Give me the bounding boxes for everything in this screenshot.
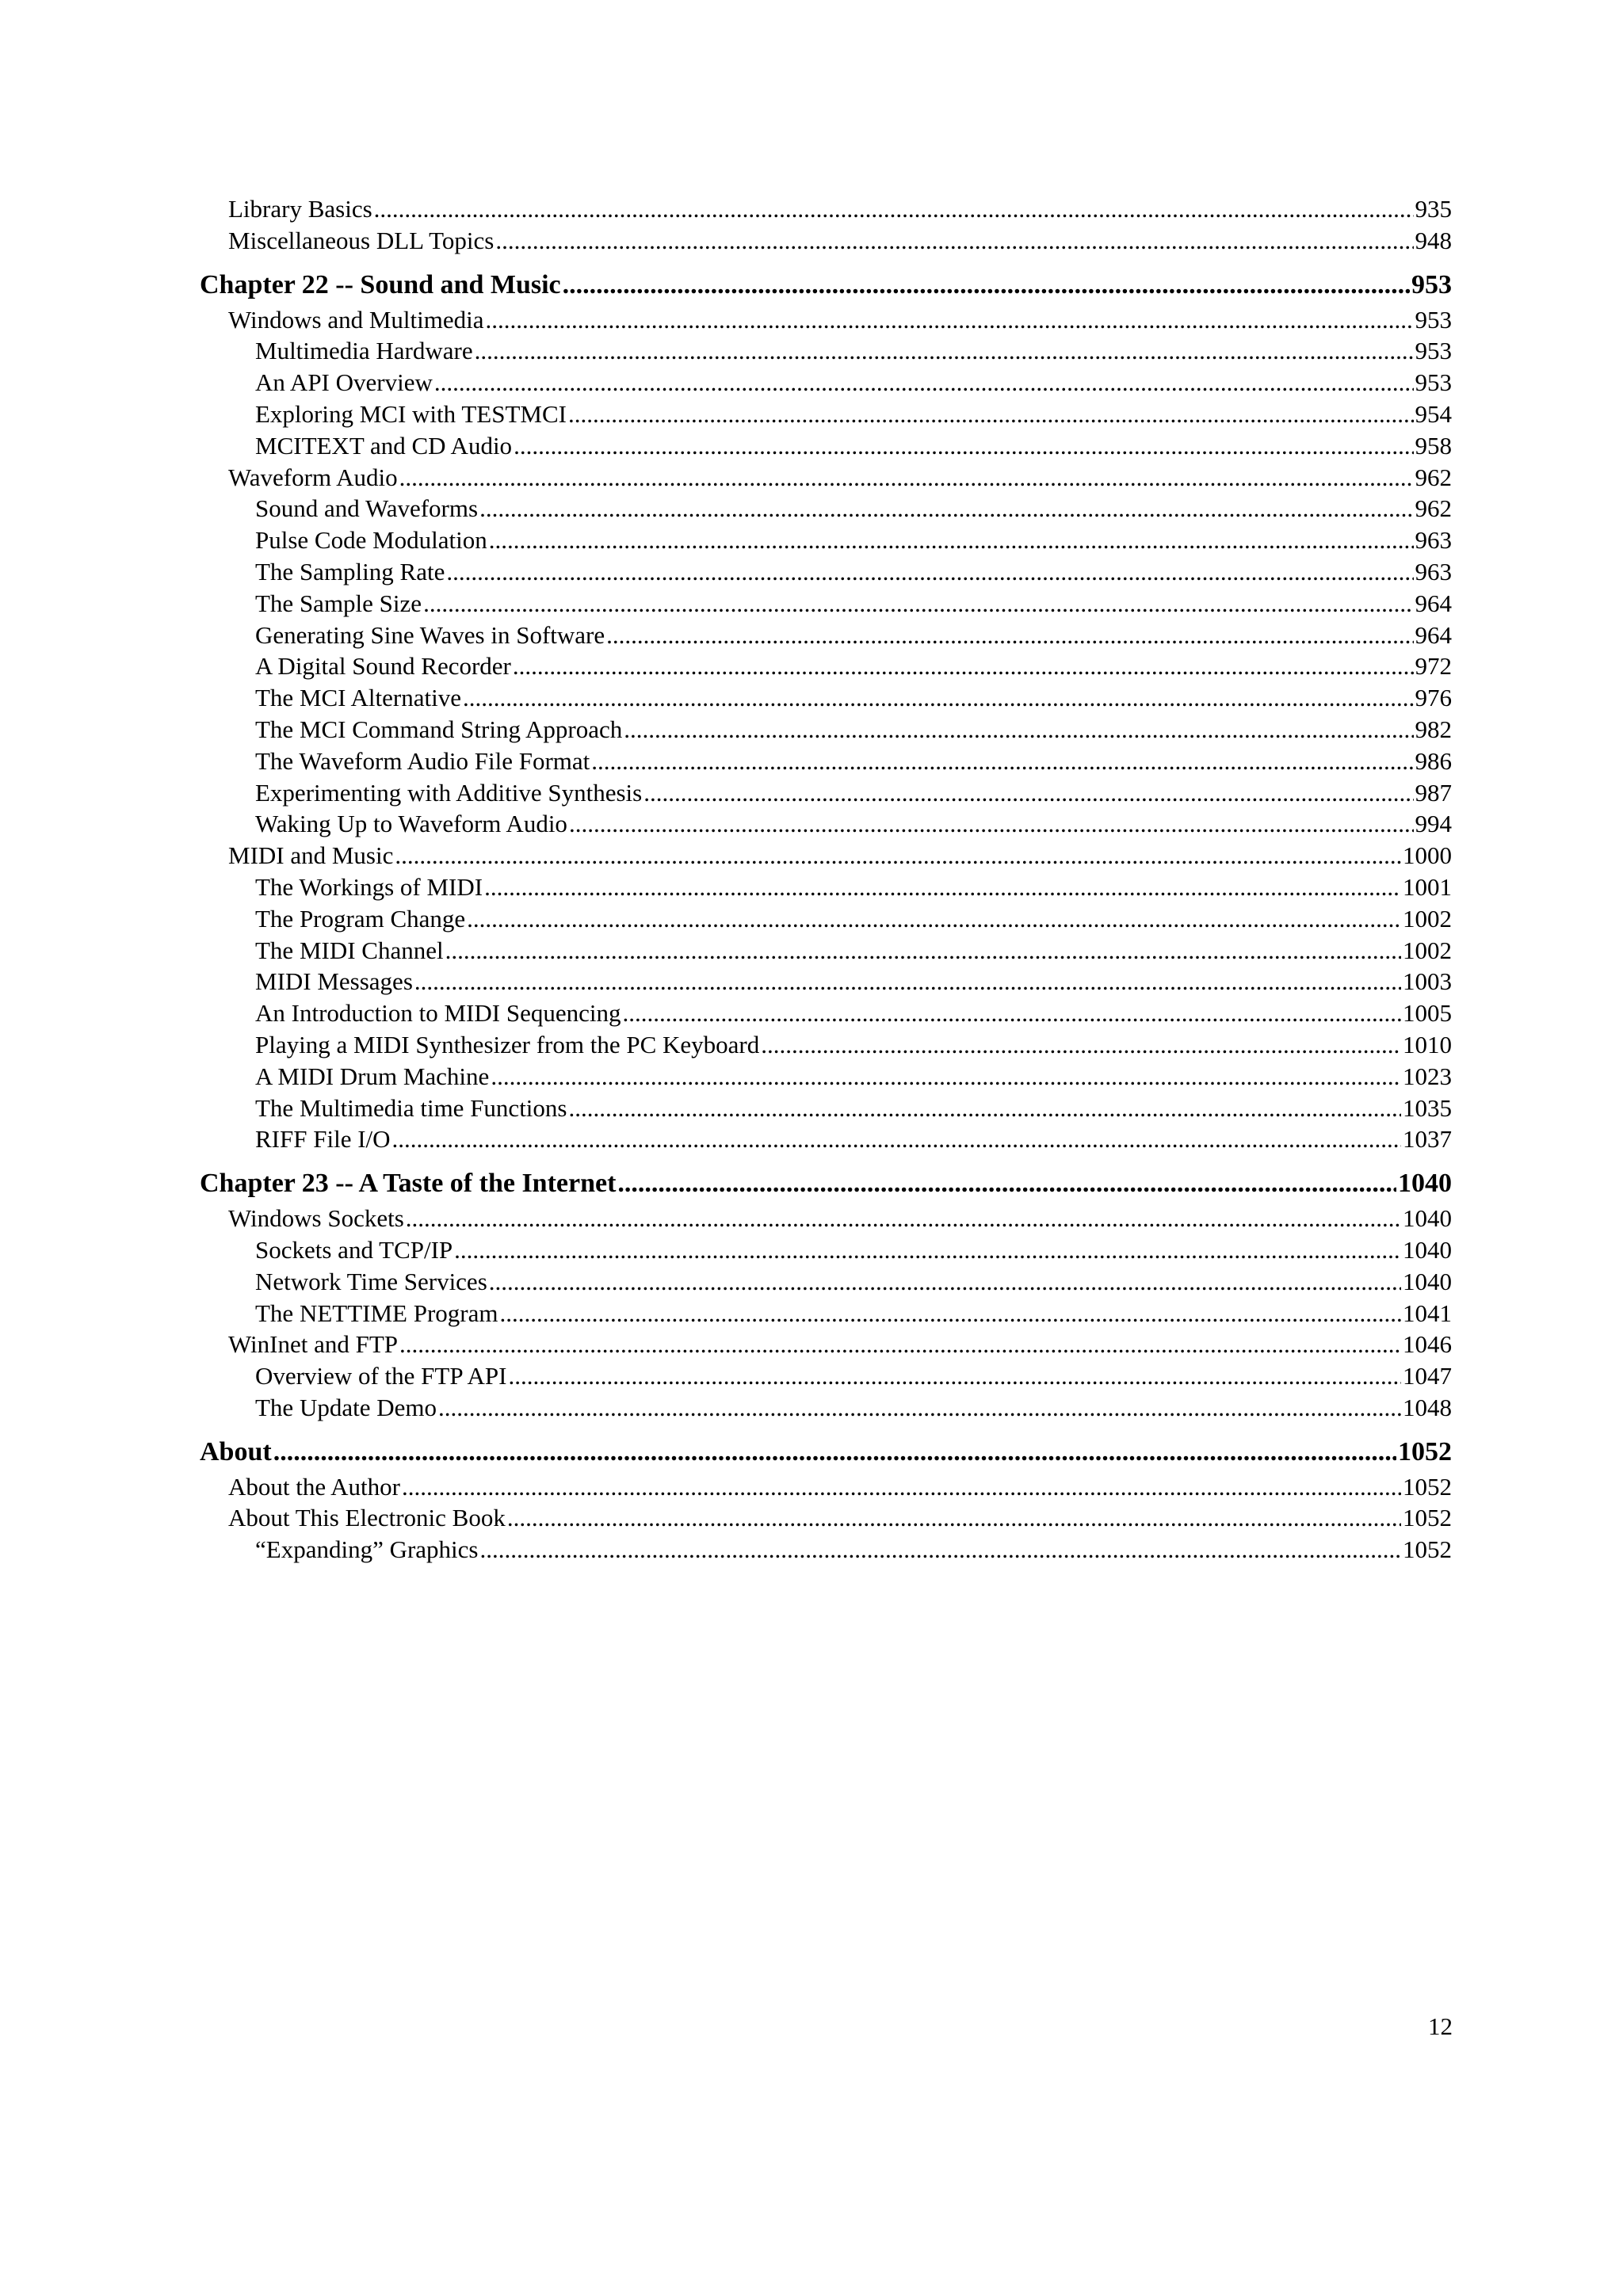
toc-entry-title: An API Overview: [255, 368, 433, 397]
toc-entry[interactable]: [200, 335, 1452, 367]
toc-entry-page: 1052: [1403, 1535, 1452, 1564]
toc-entry-page: 953: [1415, 337, 1452, 365]
toc-entry-page: 1002: [1403, 936, 1452, 964]
toc-entry-page: 982: [1415, 715, 1452, 743]
toc-entry-title: Multimedia Hardware: [255, 337, 473, 365]
toc-entry-title: Generating Sine Waves in Software: [255, 620, 605, 649]
toc-entry-page: 1005: [1403, 999, 1452, 1028]
toc-entry[interactable]: [200, 1203, 1452, 1234]
dot-leader: [406, 1203, 1401, 1234]
dot-leader: [761, 1029, 1401, 1061]
dot-leader: [499, 1298, 1401, 1329]
toc-entry-title: MIDI Messages: [255, 967, 413, 996]
toc-entry-title: The Workings of MIDI: [255, 872, 483, 901]
toc-entry-page: 962: [1415, 463, 1452, 491]
toc-entry-title: RIFF File I/O: [255, 1125, 391, 1154]
dot-leader: [643, 777, 1413, 809]
toc-entry-title: About: [200, 1436, 272, 1466]
toc-entry-page: 1002: [1403, 904, 1452, 933]
toc-entry-page: 953: [1411, 269, 1452, 299]
dot-leader: [617, 1166, 1396, 1201]
dot-leader: [508, 1360, 1401, 1392]
table-of-contents: [200, 193, 1452, 1566]
toc-entry-title: The Update Demo: [255, 1393, 437, 1421]
dot-leader: [484, 871, 1401, 903]
toc-entry-title: Experimenting with Additive Synthesis: [255, 778, 643, 807]
toc-entry-title: About This Electronic Book: [228, 1504, 506, 1532]
toc-entry-title: Playing a MIDI Synthesizer from the PC Keyboard: [255, 1030, 760, 1058]
page-number: 12: [1428, 2012, 1453, 2040]
toc-entry[interactable]: [200, 871, 1452, 903]
toc-entry-page: 1000: [1403, 841, 1452, 870]
toc-entry-page: 963: [1415, 557, 1452, 585]
toc-entry-page: 964: [1415, 620, 1452, 649]
toc-entry[interactable]: [200, 650, 1452, 682]
toc-entry[interactable]: [200, 493, 1452, 524]
dot-leader: [568, 1093, 1401, 1124]
dot-leader: [374, 193, 1414, 225]
toc-entry-page: 964: [1415, 589, 1452, 617]
toc-entry[interactable]: [200, 1298, 1452, 1329]
dot-leader: [514, 430, 1413, 462]
toc-entry[interactable]: [200, 304, 1452, 336]
toc-entry-page: 1040: [1398, 1169, 1452, 1199]
toc-entry-title: Windows Sockets: [228, 1204, 404, 1233]
toc-entry-title: Windows and Multimedia: [228, 305, 484, 334]
toc-entry[interactable]: [200, 1534, 1452, 1566]
toc-entry-title: Waveform Audio: [228, 463, 398, 491]
dot-leader: [489, 1266, 1401, 1298]
toc-entry-page: 962: [1415, 494, 1452, 523]
toc-chapter-entry[interactable]: [200, 1435, 1452, 1470]
toc-entry[interactable]: [200, 556, 1452, 588]
toc-entry[interactable]: [200, 777, 1452, 809]
toc-entry-title: MCITEXT and CD Audio: [255, 431, 513, 460]
toc-entry-page: 958: [1415, 431, 1452, 460]
toc-entry-title: The Program Change: [255, 904, 466, 933]
dot-leader: [438, 1392, 1401, 1424]
toc-entry[interactable]: [200, 1502, 1452, 1534]
toc-entry[interactable]: [200, 997, 1452, 1029]
toc-entry-page: 963: [1415, 526, 1452, 555]
dot-leader: [568, 399, 1414, 430]
dot-leader: [395, 840, 1401, 871]
dot-leader: [399, 1329, 1401, 1360]
toc-entry-page: 1041: [1403, 1299, 1452, 1327]
dot-leader: [507, 1502, 1401, 1534]
toc-entry-title: Chapter 23 -- A Taste of the Internet: [200, 1169, 617, 1199]
dot-leader: [479, 1534, 1401, 1566]
toc-entry-page: 976: [1415, 684, 1452, 712]
toc-entry-title: The MCI Command String Approach: [255, 715, 623, 743]
toc-entry-page: 1048: [1403, 1393, 1452, 1421]
toc-entry-page: 935: [1415, 195, 1452, 223]
toc-entry[interactable]: [200, 1093, 1452, 1124]
toc-entry-title: About the Author: [228, 1472, 400, 1501]
toc-entry[interactable]: [200, 399, 1452, 430]
toc-entry-page: 1003: [1403, 967, 1452, 996]
toc-entry[interactable]: [200, 1234, 1452, 1266]
dot-leader: [591, 746, 1413, 777]
toc-entry[interactable]: [200, 1392, 1452, 1424]
toc-entry[interactable]: [200, 1061, 1452, 1093]
dot-leader: [624, 714, 1413, 746]
toc-entry[interactable]: [200, 1029, 1452, 1061]
toc-entry-title: Exploring MCI with TESTMCI: [255, 399, 567, 428]
toc-entry[interactable]: [200, 682, 1452, 714]
toc-entry-title: An Introduction to MIDI Sequencing: [255, 999, 621, 1028]
dot-leader: [434, 367, 1414, 399]
toc-entry-page: 1052: [1398, 1436, 1452, 1466]
toc-entry-title: “Expanding” Graphics: [255, 1535, 479, 1564]
toc-entry-page: 1052: [1403, 1472, 1452, 1501]
dot-leader: [495, 225, 1413, 257]
toc-entry[interactable]: [200, 620, 1452, 651]
toc-entry-title: Network Time Services: [255, 1267, 487, 1295]
toc-entry-page: 1037: [1403, 1125, 1452, 1154]
toc-entry[interactable]: [200, 966, 1452, 997]
toc-entry-title: The Sample Size: [255, 589, 422, 617]
toc-entry-title: A MIDI Drum Machine: [255, 1062, 490, 1090]
toc-entry-title: Sockets and TCP/IP: [255, 1235, 453, 1264]
dot-leader: [622, 997, 1401, 1029]
toc-entry-title: The Waveform Audio File Format: [255, 746, 590, 775]
toc-entry-title: Chapter 22 -- Sound and Music: [200, 269, 561, 299]
toc-entry-page: 986: [1415, 746, 1452, 775]
toc-entry[interactable]: [200, 714, 1452, 746]
toc-entry-page: 953: [1415, 368, 1452, 397]
toc-entry[interactable]: [200, 808, 1452, 840]
dot-leader: [467, 903, 1401, 935]
toc-entry-title: A Digital Sound Recorder: [255, 652, 511, 681]
dot-leader: [606, 620, 1413, 651]
dot-leader: [491, 1061, 1401, 1093]
dot-leader: [399, 462, 1414, 494]
toc-chapter-entry[interactable]: [200, 1166, 1452, 1201]
toc-entry[interactable]: [200, 1471, 1452, 1503]
toc-entry-page: 987: [1415, 778, 1452, 807]
dot-leader: [446, 556, 1413, 588]
toc-entry-page: 1040: [1403, 1204, 1452, 1233]
toc-entry[interactable]: [200, 1360, 1452, 1392]
dot-leader: [414, 966, 1401, 997]
toc-entry-title: The Multimedia time Functions: [255, 1093, 567, 1122]
toc-entry[interactable]: [200, 746, 1452, 777]
dot-leader: [513, 650, 1414, 682]
toc-entry[interactable]: [200, 462, 1452, 494]
dot-leader: [454, 1234, 1401, 1266]
toc-entry-title: WinInet and FTP: [228, 1330, 399, 1359]
toc-entry[interactable]: [200, 225, 1452, 257]
toc-entry-title: MIDI and Music: [228, 841, 394, 870]
dot-leader: [569, 808, 1414, 840]
dot-leader: [273, 1435, 1396, 1470]
dot-leader: [463, 682, 1414, 714]
dot-leader: [479, 493, 1413, 524]
toc-entry[interactable]: [200, 524, 1452, 556]
dot-leader: [445, 935, 1401, 967]
toc-entry-page: 1035: [1403, 1093, 1452, 1122]
dot-leader: [475, 335, 1414, 367]
dot-leader: [402, 1471, 1401, 1503]
toc-entry-page: 1046: [1403, 1330, 1452, 1359]
toc-entry-page: 1001: [1403, 872, 1452, 901]
toc-entry[interactable]: [200, 588, 1452, 620]
toc-entry-page: 1023: [1403, 1062, 1452, 1090]
toc-entry-page: 1047: [1403, 1362, 1452, 1390]
toc-entry[interactable]: [200, 1266, 1452, 1298]
toc-entry-title: The MCI Alternative: [255, 684, 461, 712]
toc-entry-page: 972: [1415, 652, 1452, 681]
toc-entry-title: Miscellaneous DLL Topics: [228, 226, 495, 254]
dot-leader: [486, 304, 1414, 336]
toc-entry-page: 948: [1415, 226, 1452, 254]
toc-entry[interactable]: [200, 367, 1452, 399]
dot-leader: [423, 588, 1413, 620]
dot-leader: [392, 1123, 1401, 1155]
dot-leader: [563, 268, 1410, 303]
toc-entry[interactable]: [200, 193, 1452, 225]
toc-entry-title: The NETTIME Program: [255, 1299, 498, 1327]
toc-entry-page: 1040: [1403, 1235, 1452, 1264]
toc-entry-page: 953: [1415, 305, 1452, 334]
toc-entry[interactable]: [200, 935, 1452, 967]
toc-entry-page: 994: [1415, 810, 1452, 838]
toc-chapter-entry[interactable]: [200, 268, 1452, 303]
toc-entry-title: Sound and Waveforms: [255, 494, 479, 523]
toc-entry-title: Library Basics: [228, 195, 372, 223]
toc-entry-title: Overview of the FTP API: [255, 1362, 507, 1390]
toc-entry[interactable]: [200, 430, 1452, 462]
toc-entry-page: 1010: [1403, 1030, 1452, 1058]
toc-entry[interactable]: [200, 840, 1452, 871]
toc-entry-page: 1040: [1403, 1267, 1452, 1295]
toc-entry-title: The Sampling Rate: [255, 557, 445, 585]
toc-entry[interactable]: [200, 1123, 1452, 1155]
toc-entry[interactable]: [200, 1329, 1452, 1360]
dot-leader: [489, 524, 1414, 556]
toc-entry-page: 1052: [1403, 1504, 1452, 1532]
toc-entry-title: Pulse Code Modulation: [255, 526, 487, 555]
toc-entry-page: 954: [1415, 399, 1452, 428]
toc-entry-title: The MIDI Channel: [255, 936, 444, 964]
toc-entry-title: Waking Up to Waveform Audio: [255, 810, 567, 838]
toc-entry[interactable]: [200, 903, 1452, 935]
